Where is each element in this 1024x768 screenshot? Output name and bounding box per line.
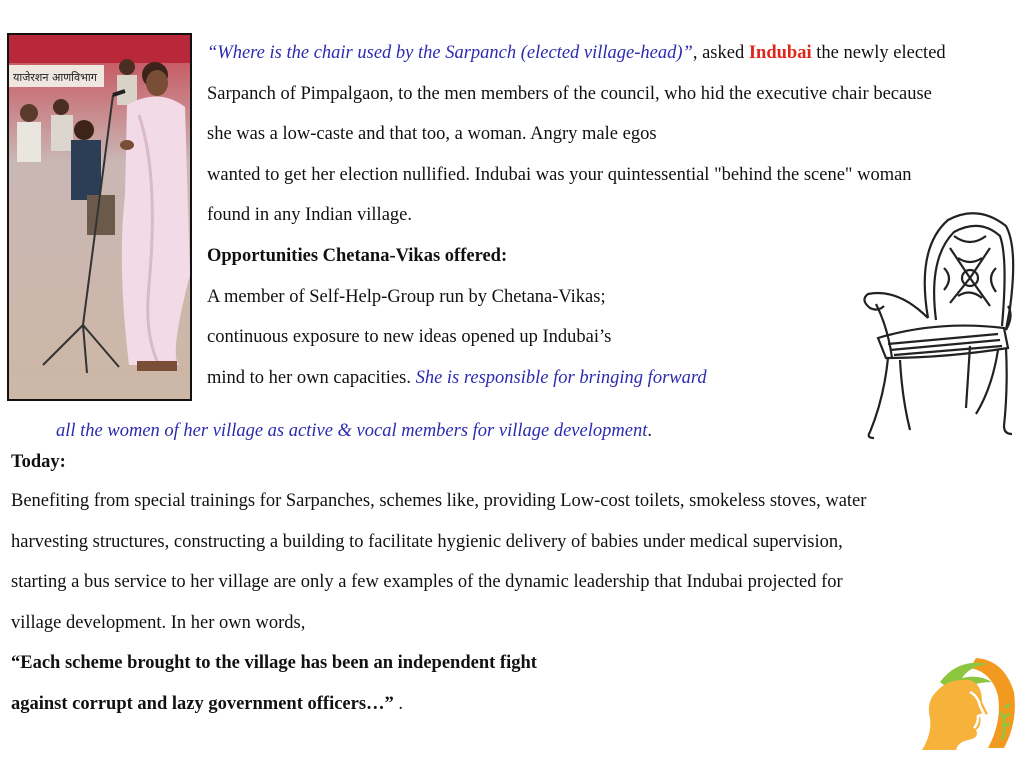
opportunities-line-4-end: . [647,421,652,441]
intro-line-5: found in any Indian village. [207,205,412,225]
intro-quote: “Where is the chair used by the Sarpanch (elected village-head)” [207,43,693,63]
today-quote-1: “Each scheme brought to the village has been an independent fight [11,653,537,673]
today-line-1: Benefiting from special trainings for Sarpanches, schemes like, providing Low-cost toilets, smokeless stoves, water [11,491,867,511]
opportunities-heading: Opportunities Chetana-Vikas offered: [207,246,508,266]
opportunities-line-3-plain: mind to her own capacities. [207,368,416,388]
today-quote-2: against corrupt and lazy government officers…” [11,694,394,714]
intro-after-quote: , asked [692,43,749,63]
chair-illustration [858,208,1018,440]
today-line-3: starting a bus service to her village are only a few examples of the dynamic leadership that Indubai projected for [11,572,843,592]
intro-line-4: wanted to get her election nullified. Indubai was your quintessential "behind the scene" woman [207,165,912,185]
intro-line-2: Sarpanch of Pimpalgaon, to the men members of the council, who hid the executive chair because [207,84,932,104]
woman-speaking-photo [7,33,192,401]
opportunities-line-3-italic: She is responsible for bringing forward [415,368,707,388]
intro-after-name: the newly elected [811,43,946,63]
opportunities-line-4-italic: all the women of her village as active & vocal members for village development [56,421,648,441]
today-line-4: village development. In her own words, [11,613,306,633]
opportunities-line-3 [207,367,707,389]
today-quote-2-line [11,693,403,715]
today-heading: Today: [11,452,66,472]
indubai-name: Indubai [748,43,812,63]
intro-line-3: she was a low-caste and that too, a woman. Angry male egos [207,124,657,144]
today-line-2: harvesting structures, constructing a building to facilitate hygienic delivery of babies under medical supervision, [11,532,843,552]
today-quote-2-end: . [393,694,404,714]
opportunities-line-4 [56,420,652,442]
banner-text: याजेरशन आणविभाग [13,71,97,84]
intro-line-1 [207,42,946,64]
opportunities-line-1: A member of Self-Help-Group run by Chetana-Vikas; [207,287,606,307]
opportunities-line-2: continuous exposure to new ideas opened up Indubai’s [207,327,612,347]
photo-drawing [9,35,190,399]
woman-silhouette-logo [918,652,1018,750]
